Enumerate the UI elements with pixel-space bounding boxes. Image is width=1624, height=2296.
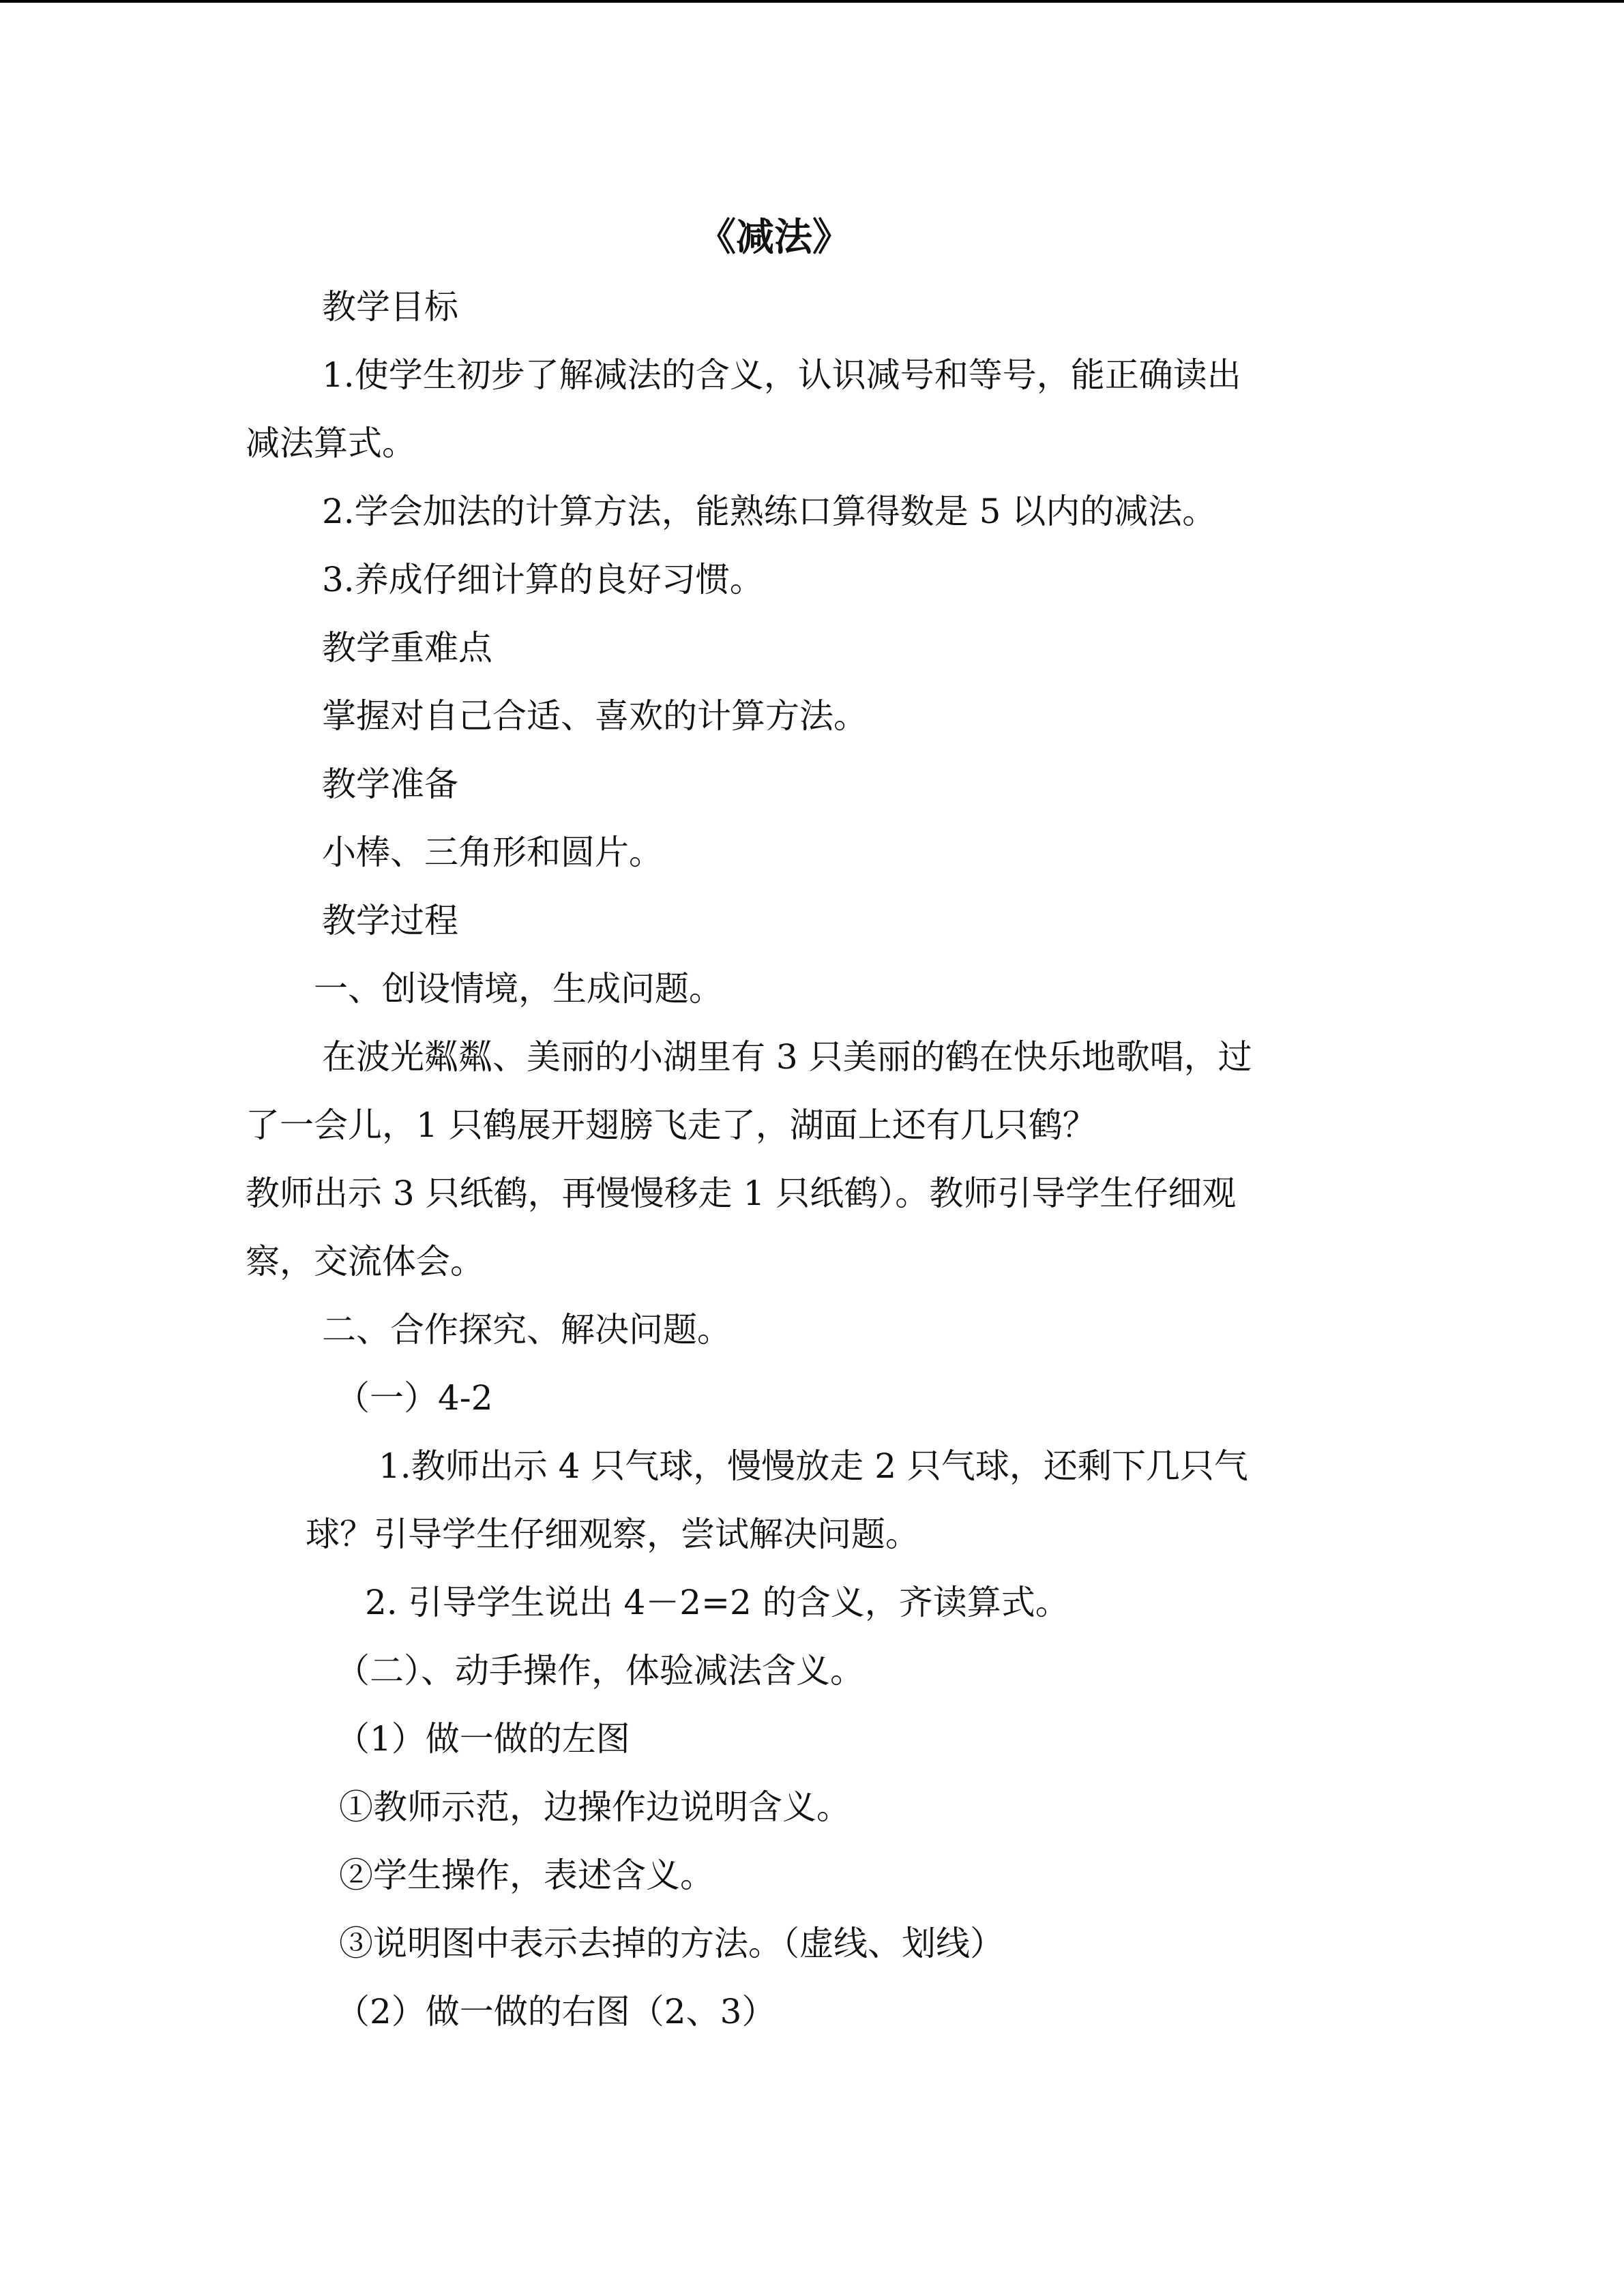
scenario-line-3: 教师出示 3 只纸鹤，再慢慢移走 1 只纸鹤）。教师引导学生仔细观: [246, 1174, 1237, 1213]
subsection-1-heading: （一）4-2: [336, 1378, 493, 1418]
section-1-heading: 一、创设情境，生成问题。: [314, 969, 723, 1009]
page-top-border: [0, 0, 1624, 3]
scenario-line-4: 察，交流体会。: [246, 1242, 484, 1281]
heading-preparation: 教学准备: [322, 764, 458, 804]
objective-1-line-2: 减法算式。: [246, 423, 416, 463]
step-1-line-1: 1.教师出示 4 只气球，慢慢放走 2 只气球，还剩下几只气: [379, 1446, 1248, 1486]
heading-objectives: 教学目标: [322, 287, 458, 327]
scenario-line-1: 在波光粼粼、美丽的小湖里有 3 只美丽的鹤在快乐地歌唱，过: [322, 1037, 1252, 1077]
step-1-line-2: 球？引导学生仔细观察，尝试解决问题。: [306, 1515, 919, 1554]
preparation-text: 小棒、三角形和圆片。: [322, 833, 663, 872]
objective-2: 2.学会加法的计算方法，能熟练口算得数是 5 以内的减法。: [322, 492, 1217, 531]
heading-process: 教学过程: [322, 901, 458, 940]
activity-1-item-1: ①教师示范，边操作边说明含义。: [339, 1787, 851, 1827]
scenario-line-2: 了一会儿，1 只鹤展开翅膀飞走了，湖面上还有几只鹤？: [246, 1105, 1097, 1145]
objective-3: 3.养成仔细计算的良好习惯。: [322, 560, 764, 599]
activity-1-item-2: ②学生操作，表述含义。: [339, 1855, 714, 1895]
subsection-2-heading: （二）、动手操作，体验减法含义。: [336, 1651, 864, 1690]
activity-2-heading: （2）做一做的右图（2、3）: [336, 1992, 776, 2031]
activity-1-item-3: ③说明图中表示去掉的方法。（虚线、划线）: [339, 1924, 1004, 1963]
key-points-text: 掌握对自己合适、喜欢的计算方法。: [322, 696, 868, 736]
document-title: 《减法》: [698, 215, 851, 260]
step-2: 2. 引导学生说出 4－2=2 的含义，齐读算式。: [365, 1583, 1069, 1622]
heading-key-points: 教学重难点: [322, 628, 492, 668]
activity-1-heading: （1）做一做的左图: [336, 1719, 630, 1759]
objective-1-line-1: 1.使学生初步了解减法的含义，认识减号和等号，能正确读出: [322, 355, 1241, 395]
section-2-heading: 二、合作探究、解决问题。: [322, 1310, 731, 1350]
